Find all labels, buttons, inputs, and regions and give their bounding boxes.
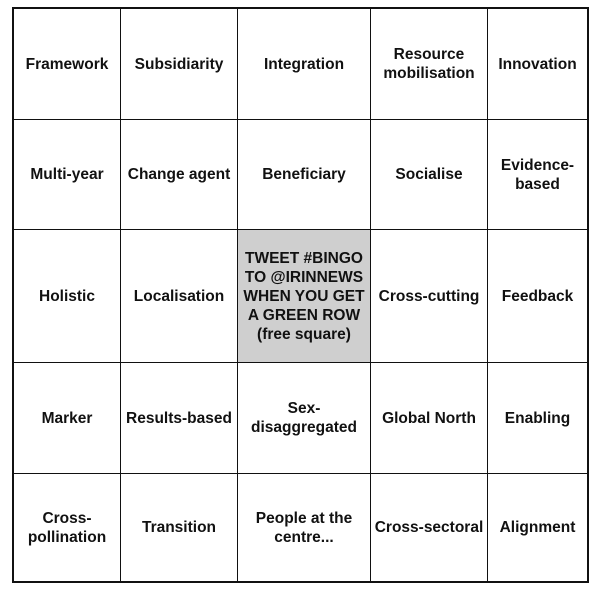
bingo-cell: Cross-sectoral <box>371 474 488 581</box>
bingo-cell: Feedback <box>488 230 587 363</box>
bingo-cell: People at the centre... <box>238 474 371 581</box>
bingo-cell: Global North <box>371 363 488 474</box>
bingo-cell: Resource mobilisation <box>371 9 488 120</box>
bingo-cell: Framework <box>14 9 121 120</box>
bingo-cell: Sex- disaggregated <box>238 363 371 474</box>
bingo-cell: Localisation <box>121 230 238 363</box>
bingo-cell: Beneficiary <box>238 120 371 230</box>
bingo-board <box>12 7 589 583</box>
bingo-cell: Multi-year <box>14 120 121 230</box>
bingo-cell: Innovation <box>488 9 587 120</box>
bingo-cell: Cross-cutting <box>371 230 488 363</box>
bingo-cell: Enabling <box>488 363 587 474</box>
bingo-cell: Transition <box>121 474 238 581</box>
bingo-cell: Holistic <box>14 230 121 363</box>
bingo-cell: Marker <box>14 363 121 474</box>
bingo-cell: Evidence- based <box>488 120 587 230</box>
bingo-cell: Results-based <box>121 363 238 474</box>
bingo-cell: Cross- pollination <box>14 474 121 581</box>
bingo-cell: Change agent <box>121 120 238 230</box>
bingo-cell: Integration <box>238 9 371 120</box>
bingo-cell: Socialise <box>371 120 488 230</box>
bingo-cell: Subsidiarity <box>121 9 238 120</box>
free-square: TWEET #BINGO TO @IRINNEWS WHEN YOU GET A GREEN ROW (free square) <box>238 230 371 363</box>
bingo-cell: Alignment <box>499 519 576 536</box>
